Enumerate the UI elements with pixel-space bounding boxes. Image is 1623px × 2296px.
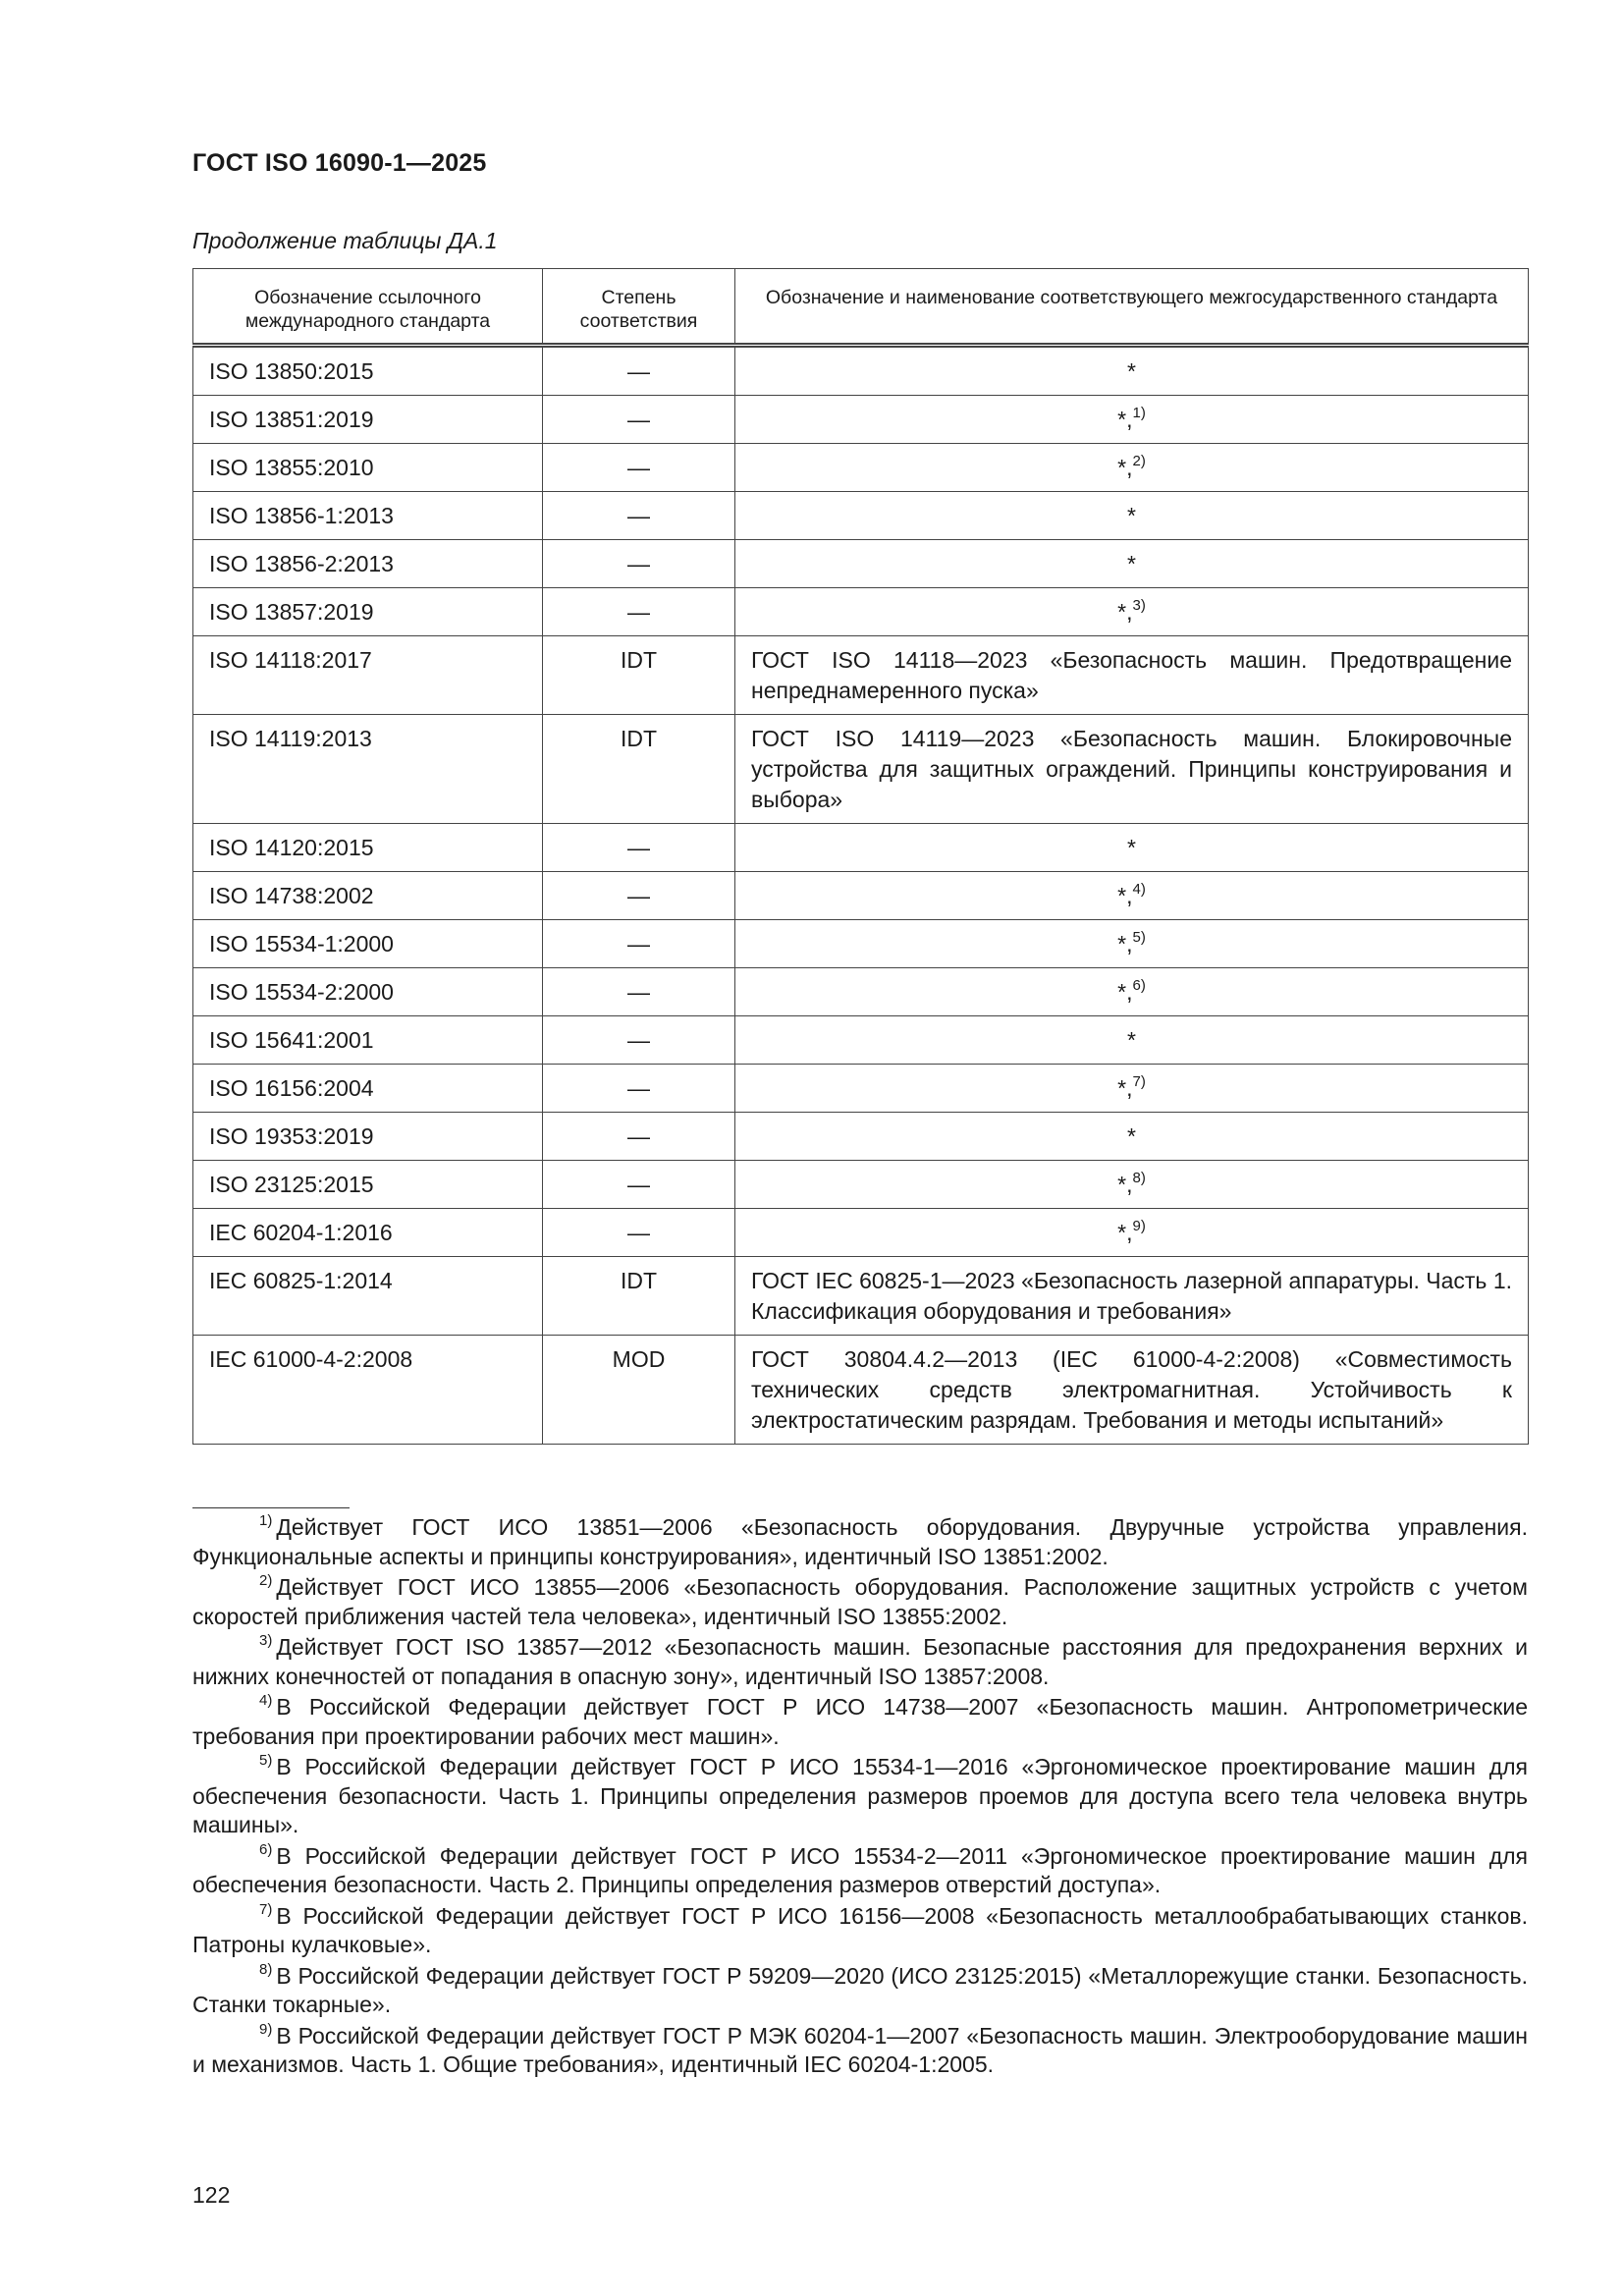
footnote-text: Действует ГОСТ ИСО 13855—2006 «Безопасность оборудования. Расположение защитных устройств с учетом скоростей приближения частей тела человека», идентичный ISO 13855:2002. [192, 1574, 1528, 1629]
cell-degree: — [543, 1113, 735, 1161]
footnotes-section [192, 1513, 1528, 2082]
corresponding-text: * [1127, 358, 1136, 384]
corresponding-text: *, [1117, 979, 1133, 1005]
footnote-reference: 3) [1132, 597, 1146, 614]
footnote-text: В Российской Федерации действует ГОСТ Р ИСО 14738—2007 «Безопасность машин. Антропометрические требования при проектировании рабочих мест машин». [192, 1694, 1528, 1749]
cell-degree: IDT [543, 715, 735, 824]
table-row [193, 540, 1529, 588]
footnote-text: В Российской Федерации действует ГОСТ Р 59209—2020 (ИСО 23125:2015) «Металлорежущие станки. Безопасность. Станки токарные». [192, 1962, 1528, 2017]
cell-designation: ISO 13851:2019 [193, 396, 543, 444]
cell-degree: — [543, 588, 735, 636]
corresponding-text: *, [1117, 599, 1133, 625]
table-row [193, 968, 1529, 1016]
cell-degree: — [543, 346, 735, 396]
cell-degree: — [543, 1016, 735, 1065]
footnote-text: В Российской Федерации действует ГОСТ Р ИСО 15534-1—2016 «Эргономическое проектирование машин для обеспечения безопасности. Часть 1. Принципы определения размеров проемов для доступа всего тела человека внутрь машины». [192, 1754, 1528, 1837]
footnote-mark: 5) [259, 1752, 273, 1769]
cell-degree: MOD [543, 1336, 735, 1445]
corresponding-text: *, [1117, 1220, 1133, 1245]
table-row [193, 1016, 1529, 1065]
cell-degree: — [543, 920, 735, 968]
footnote-text: Действует ГОСТ ISO 13857—2012 «Безопасность машин. Безопасные расстояния для предохранения верхних и нижних конечностей от попадания в опасную зону», идентичный ISO 13857:2008. [192, 1634, 1528, 1689]
corresponding-text: * [1127, 1123, 1136, 1149]
footnote [192, 1513, 1528, 1571]
cell-degree: — [543, 492, 735, 540]
footnote-text: В Российской Федерации действует ГОСТ Р ИСО 15534-2—2011 «Эргономическое проектирование машин для обеспечения безопасности. Часть 2. Принципы определения размеров отверстий доступа». [192, 1842, 1528, 1897]
footnote-reference: 9) [1132, 1218, 1146, 1234]
column-header-degree: Степень соответствия [543, 269, 735, 346]
cell-corresponding [735, 636, 1529, 715]
cell-designation: ISO 13856-2:2013 [193, 540, 543, 588]
corresponding-text: * [1127, 551, 1136, 576]
footnote-mark: 1) [259, 1512, 273, 1529]
footnote-text: В Российской Федерации действует ГОСТ Р ИСО 16156—2008 «Безопасность металлообрабатывающих станков. Патроны кулачковые». [192, 1902, 1528, 1957]
cell-corresponding [735, 492, 1529, 540]
column-header-designation: Обозначение ссылочного международного стандарта [193, 269, 543, 346]
cell-corresponding [735, 444, 1529, 492]
table-row [193, 715, 1529, 824]
cell-degree: IDT [543, 1257, 735, 1336]
table-row [193, 1065, 1529, 1113]
corresponding-text: *, [1117, 407, 1133, 432]
cell-corresponding [735, 824, 1529, 872]
cell-designation: ISO 14119:2013 [193, 715, 543, 824]
cell-designation: ISO 13857:2019 [193, 588, 543, 636]
cell-degree: — [543, 540, 735, 588]
footnote-reference: 4) [1132, 881, 1146, 898]
standards-table-container [192, 268, 1528, 1445]
corresponding-text: * [1127, 835, 1136, 860]
cell-corresponding [735, 396, 1529, 444]
corresponding-text: ГОСТ IEC 60825-1—2023 «Безопасность лазерной аппаратуры. Часть 1. Классификация оборудования и требования» [751, 1268, 1512, 1324]
cell-degree: IDT [543, 636, 735, 715]
footnote-reference: 5) [1132, 929, 1146, 946]
footnote-reference: 8) [1132, 1170, 1146, 1186]
footnote [192, 1573, 1528, 1631]
cell-degree: — [543, 396, 735, 444]
cell-corresponding [735, 715, 1529, 824]
cell-degree: — [543, 1161, 735, 1209]
corresponding-text: *, [1117, 1075, 1133, 1101]
footnote-mark: 3) [259, 1632, 273, 1649]
cell-corresponding [735, 540, 1529, 588]
table-row [193, 396, 1529, 444]
corresponding-text: ГОСТ 30804.4.2—2013 (IEC 61000-4-2:2008) «Совместимость технических средств электромагнитная. Устойчивость к электростатическим разрядам. Требования и методы испытаний» [751, 1346, 1512, 1433]
table-row [193, 636, 1529, 715]
corresponding-text: *, [1117, 455, 1133, 480]
cell-degree: — [543, 872, 735, 920]
cell-corresponding [735, 872, 1529, 920]
cell-designation: IEC 61000-4-2:2008 [193, 1336, 543, 1445]
cell-degree: — [543, 1209, 735, 1257]
footnote [192, 1693, 1528, 1751]
table-row [193, 1209, 1529, 1257]
standards-table [192, 268, 1529, 1445]
cell-designation: IEC 60204-1:2016 [193, 1209, 543, 1257]
cell-corresponding [735, 968, 1529, 1016]
cell-designation: ISO 15534-1:2000 [193, 920, 543, 968]
table-header-row [193, 269, 1529, 346]
table-row [193, 1113, 1529, 1161]
cell-designation: ISO 13856-1:2013 [193, 492, 543, 540]
footnote-mark: 9) [259, 2020, 273, 2038]
footnote-reference: 1) [1132, 405, 1146, 421]
cell-designation: ISO 19353:2019 [193, 1113, 543, 1161]
footnote [192, 1753, 1528, 1840]
cell-degree: — [543, 1065, 735, 1113]
footnote [192, 1842, 1528, 1900]
cell-designation: ISO 16156:2004 [193, 1065, 543, 1113]
corresponding-text: *, [1117, 883, 1133, 908]
cell-designation: IEC 60825-1:2014 [193, 1257, 543, 1336]
cell-corresponding [735, 1336, 1529, 1445]
footnote-separator [192, 1507, 350, 1508]
cell-designation: ISO 13850:2015 [193, 346, 543, 396]
footnote-mark: 6) [259, 1840, 273, 1858]
cell-corresponding [735, 1016, 1529, 1065]
table-body [193, 346, 1529, 1445]
cell-designation: ISO 15641:2001 [193, 1016, 543, 1065]
cell-corresponding [735, 1209, 1529, 1257]
document-header: ГОСТ ISO 16090-1—2025 [192, 149, 487, 177]
footnote [192, 1633, 1528, 1691]
footnote-reference: 6) [1132, 977, 1146, 994]
table-row [193, 824, 1529, 872]
cell-designation: ISO 13855:2010 [193, 444, 543, 492]
cell-designation: ISO 14118:2017 [193, 636, 543, 715]
footnote-reference: 7) [1132, 1073, 1146, 1090]
footnote-mark: 7) [259, 1900, 273, 1918]
column-header-corresponding: Обозначение и наименование соответствующего межгосударственного стандарта [735, 269, 1529, 346]
cell-degree: — [543, 968, 735, 1016]
table-row [193, 588, 1529, 636]
table-row [193, 1161, 1529, 1209]
corresponding-text: * [1127, 1027, 1136, 1053]
cell-designation: ISO 15534-2:2000 [193, 968, 543, 1016]
cell-designation: ISO 14738:2002 [193, 872, 543, 920]
footnote-mark: 4) [259, 1692, 273, 1709]
table-row [193, 444, 1529, 492]
footnote [192, 2022, 1528, 2080]
corresponding-text: *, [1117, 1172, 1133, 1197]
page-number: 122 [192, 2182, 231, 2208]
cell-degree: — [543, 824, 735, 872]
footnote-reference: 2) [1132, 453, 1146, 469]
table-row [193, 492, 1529, 540]
cell-corresponding [735, 588, 1529, 636]
cell-corresponding [735, 1065, 1529, 1113]
footnote-text: В Российской Федерации действует ГОСТ Р МЭК 60204-1—2007 «Безопасность машин. Электрооборудование машин и механизмов. Часть 1. Общие требования», идентичный IEC 60204-1:2005. [192, 2022, 1528, 2077]
cell-designation: ISO 14120:2015 [193, 824, 543, 872]
cell-corresponding [735, 1257, 1529, 1336]
corresponding-text: ГОСТ ISO 14119—2023 «Безопасность машин. Блокировочные устройства для защитных ограждений. Принципы конструирования и выбора» [751, 726, 1512, 812]
table-caption: Продолжение таблицы ДА.1 [192, 228, 498, 253]
cell-corresponding [735, 1113, 1529, 1161]
cell-corresponding [735, 920, 1529, 968]
table-row [193, 872, 1529, 920]
cell-degree: — [543, 444, 735, 492]
corresponding-text: ГОСТ ISO 14118—2023 «Безопасность машин. Предотвращение непреднамеренного пуска» [751, 647, 1512, 703]
footnote-text: Действует ГОСТ ИСО 13851—2006 «Безопасность оборудования. Двуручные устройства управления. Функциональные аспекты и принципы конструирования», идентичный ISO 13851:2002. [192, 1514, 1528, 1569]
footnote [192, 1902, 1528, 1960]
corresponding-text: *, [1117, 931, 1133, 957]
cell-corresponding [735, 1161, 1529, 1209]
cell-designation: ISO 23125:2015 [193, 1161, 543, 1209]
footnote-mark: 2) [259, 1572, 273, 1589]
corresponding-text: * [1127, 503, 1136, 528]
table-row [193, 920, 1529, 968]
cell-corresponding [735, 346, 1529, 396]
table-row [193, 1257, 1529, 1336]
table-row [193, 346, 1529, 396]
table-row [193, 1336, 1529, 1445]
footnote-mark: 8) [259, 1960, 273, 1978]
footnote [192, 1962, 1528, 2020]
